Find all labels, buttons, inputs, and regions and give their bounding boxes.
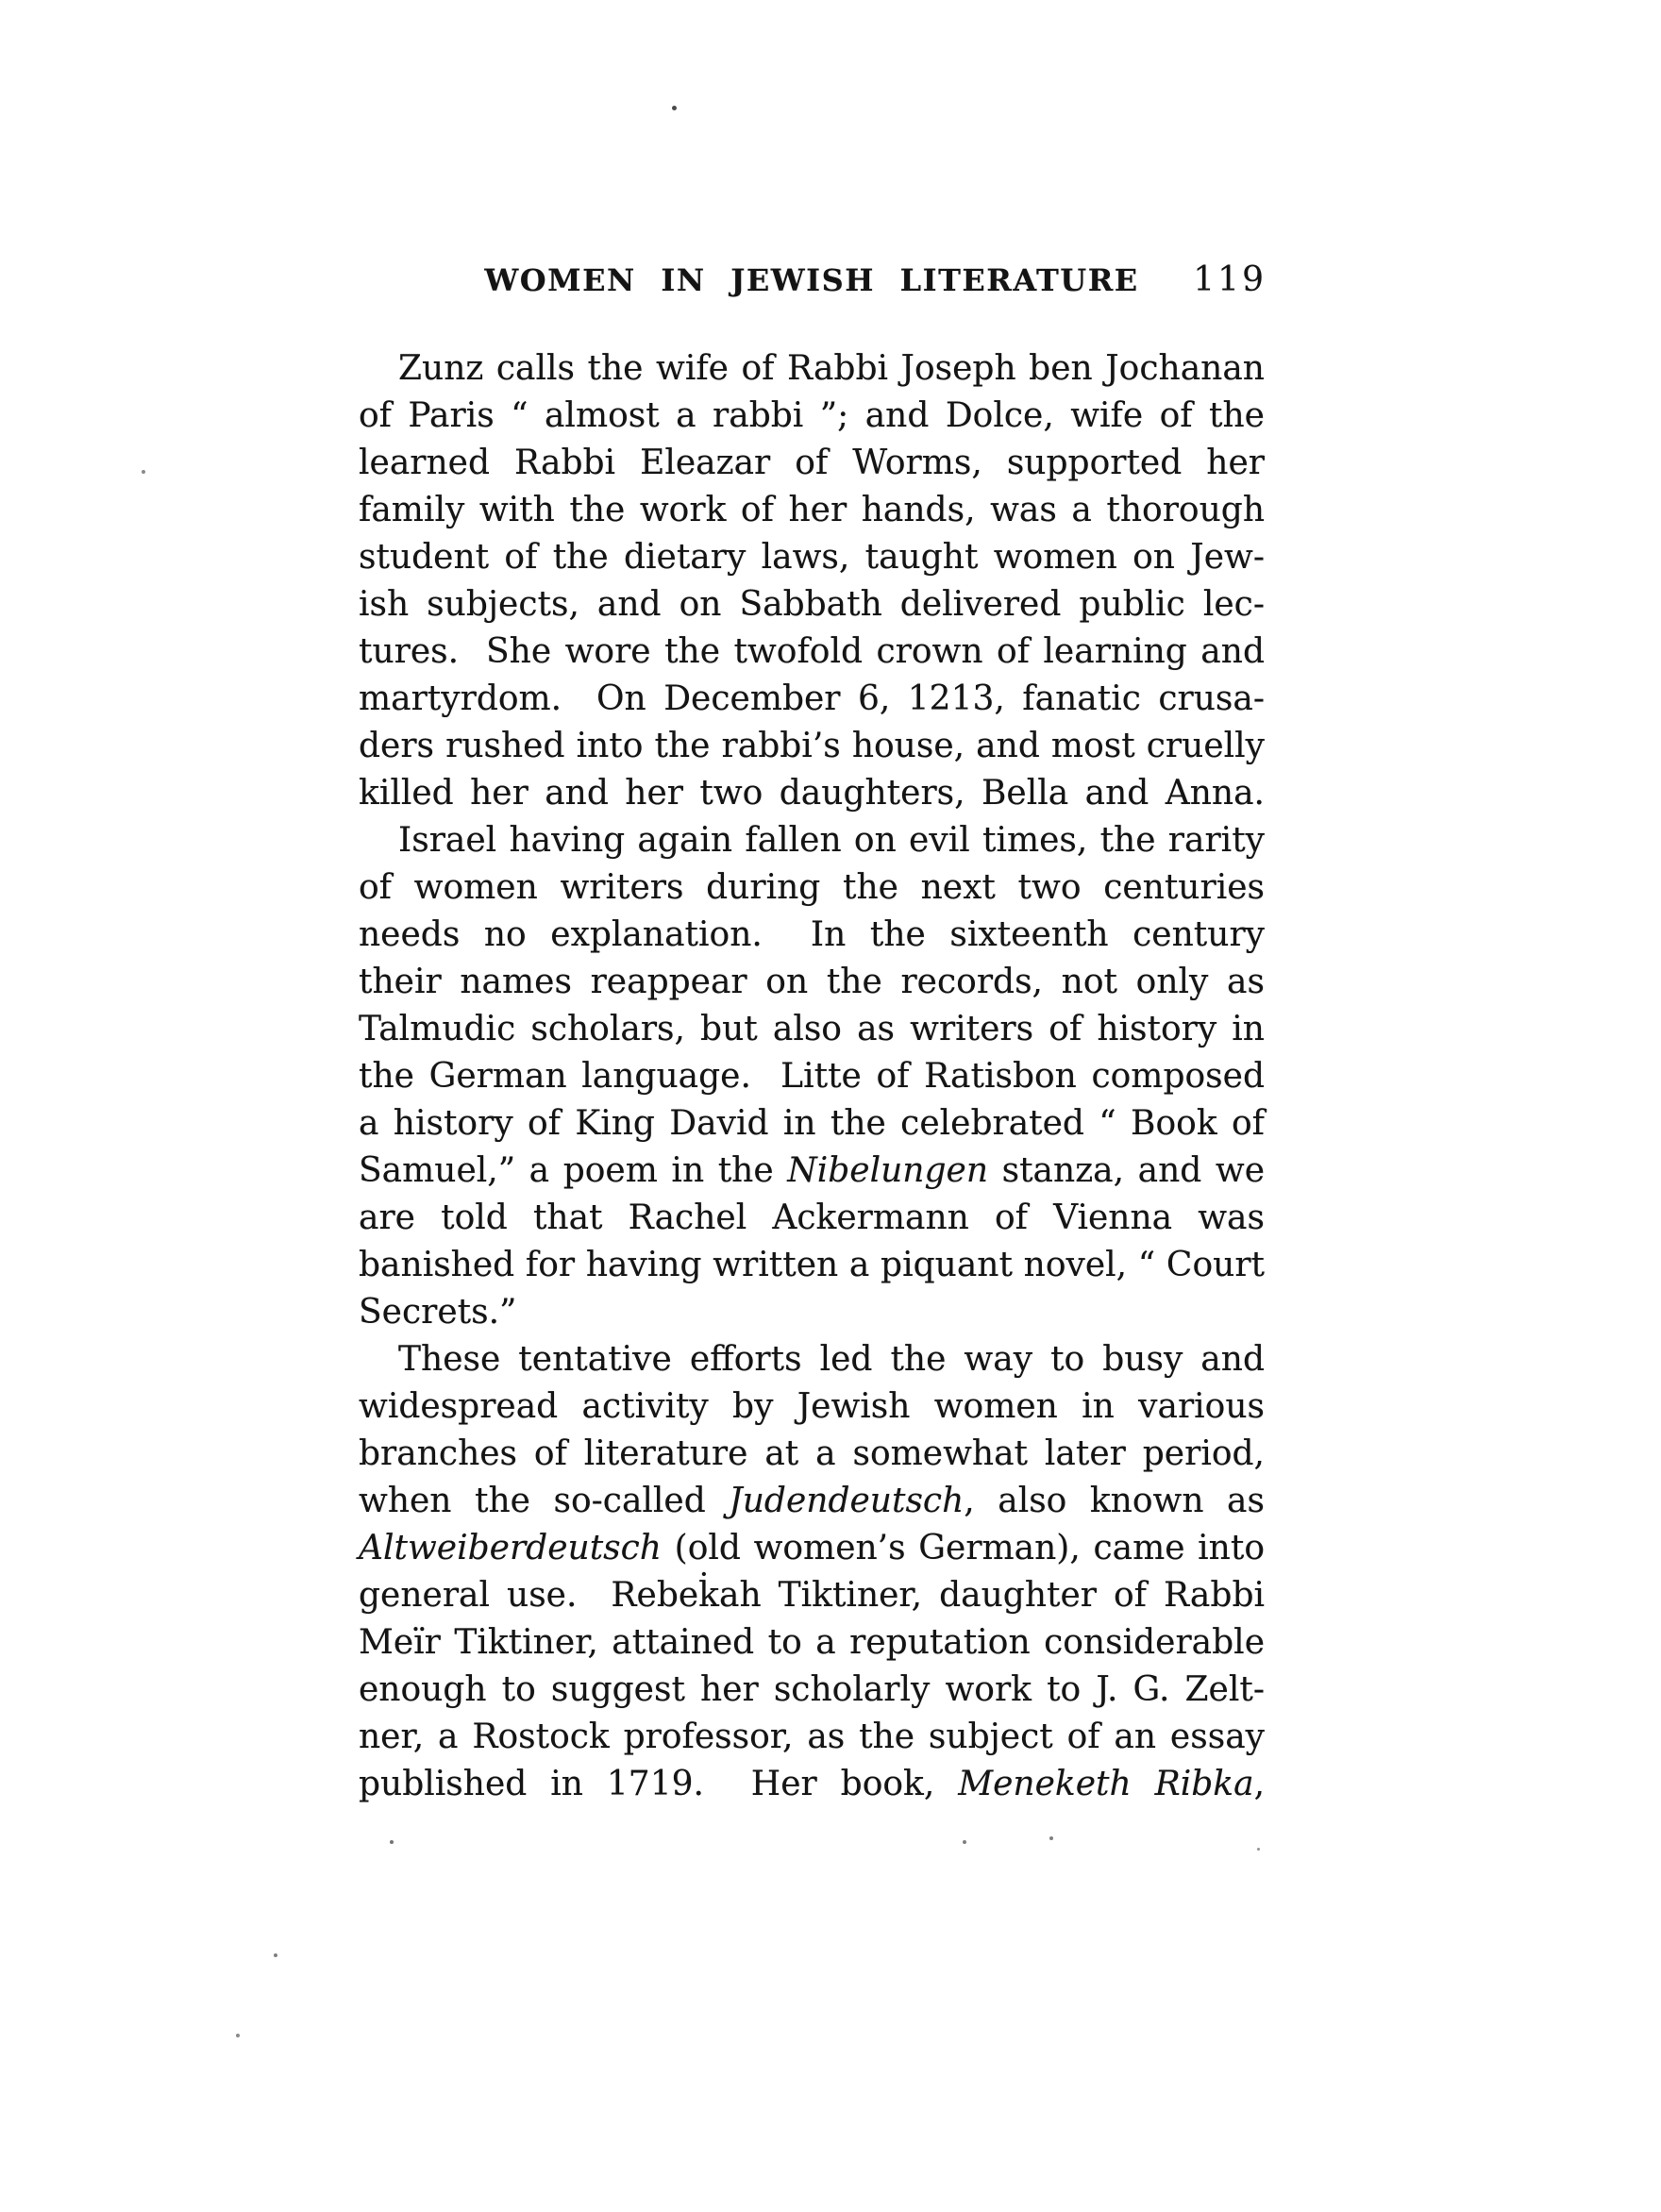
text-line bbox=[359, 723, 1265, 770]
text-run: of women writers during the next two centuries bbox=[359, 868, 1265, 907]
text-run: (old women’s German), came into bbox=[662, 1529, 1265, 1567]
text-line bbox=[359, 1525, 1265, 1572]
text-line bbox=[359, 534, 1265, 581]
text-run: student of the dietary laws, taught women on Jew- bbox=[359, 538, 1265, 577]
running-head-title: WOMEN IN JEWISH LITERATURE bbox=[484, 262, 1139, 298]
scan-speck bbox=[963, 1840, 966, 1844]
text-line bbox=[359, 1053, 1265, 1100]
text-line bbox=[359, 1714, 1265, 1761]
text-line bbox=[359, 1336, 1265, 1383]
text-line bbox=[359, 959, 1265, 1006]
text-run: killed her and her two daughters, Bella and Anna. bbox=[359, 774, 1265, 813]
text-line bbox=[359, 1148, 1265, 1195]
text-run: general use. Rebek̇ah Tiktiner, daughter of Rabbi bbox=[359, 1576, 1265, 1615]
italic-text-run: Judendeutsch bbox=[729, 1482, 965, 1520]
page-number: 119 bbox=[1193, 260, 1267, 299]
italic-text-run: Nibelungen bbox=[787, 1151, 989, 1190]
text-line bbox=[359, 345, 1265, 393]
text-run: when the so-called bbox=[359, 1482, 730, 1520]
text-line bbox=[359, 1242, 1265, 1289]
italic-text-run: Altweiberdeutsch bbox=[359, 1529, 662, 1567]
text-run: Talmudic scholars, but also as writers of history in bbox=[359, 1010, 1265, 1048]
text-run: needs no explanation. In the sixteenth century bbox=[359, 915, 1265, 954]
text-run: family with the work of her hands, was a thorough bbox=[359, 491, 1265, 529]
text-line bbox=[359, 1478, 1265, 1525]
text-line bbox=[359, 912, 1265, 959]
text-run: ner, a Rostock professor, as the subject of an essay bbox=[359, 1718, 1265, 1756]
text-line bbox=[359, 628, 1265, 676]
text-run: Meïr Tiktiner, attained to a reputation considerable bbox=[359, 1623, 1265, 1662]
text-run: Zunz calls the wife of Rabbi Joseph ben Jochanan bbox=[398, 349, 1265, 388]
text-line bbox=[359, 440, 1265, 487]
text-line bbox=[359, 1667, 1265, 1714]
scan-speck bbox=[142, 470, 145, 474]
scan-speck bbox=[236, 2034, 240, 2037]
text-line bbox=[359, 864, 1265, 912]
scan-speck bbox=[390, 1840, 394, 1844]
text-line bbox=[359, 1289, 1265, 1336]
text-run: , bbox=[1253, 1765, 1266, 1803]
text-run: a history of King David in the celebrated “ Book of bbox=[359, 1104, 1265, 1143]
text-line bbox=[359, 581, 1265, 628]
scan-speck bbox=[672, 106, 677, 110]
text-run: These tentative efforts led the way to busy and bbox=[398, 1340, 1265, 1379]
running-header bbox=[359, 262, 1265, 311]
text-run: are told that Rachel Ackermann of Vienna was bbox=[359, 1198, 1265, 1237]
text-line bbox=[359, 487, 1265, 534]
text-run: banished for having written a piquant novel, “ Court bbox=[359, 1246, 1265, 1284]
text-line bbox=[359, 1619, 1265, 1667]
text-run: Secrets.” bbox=[359, 1293, 517, 1332]
text-line bbox=[359, 1383, 1265, 1431]
scan-speck bbox=[274, 1953, 277, 1957]
text-run: the German language. Litte of Ratisbon composed bbox=[359, 1057, 1265, 1096]
italic-text-run: Meneketh Ribka bbox=[958, 1765, 1254, 1803]
text-line bbox=[359, 1431, 1265, 1478]
body-text bbox=[359, 345, 1265, 1808]
text-run: ders rushed into the rabbi’s house, and most cruelly bbox=[359, 727, 1265, 765]
text-line bbox=[359, 1195, 1265, 1242]
text-run: tures. She wore the twofold crown of learning and bbox=[359, 632, 1265, 671]
text-line bbox=[359, 676, 1265, 723]
text-line bbox=[359, 770, 1265, 817]
scan-speck bbox=[1049, 1836, 1053, 1840]
text-line bbox=[359, 817, 1265, 864]
text-run: enough to suggest her scholarly work to J. G. Zelt- bbox=[359, 1670, 1265, 1709]
text-run: Israel having again fallen on evil times, the rarity bbox=[398, 821, 1265, 860]
text-run: widespread activity by Jewish women in various bbox=[359, 1387, 1265, 1426]
text-run: stanza, and we bbox=[988, 1151, 1266, 1190]
text-run: branches of literature at a somewhat later period, bbox=[359, 1434, 1265, 1473]
text-run: of Paris “ almost a rabbi ”; and Dolce, wife of the bbox=[359, 396, 1265, 435]
text-run: Samuel,” a poem in the bbox=[359, 1151, 788, 1190]
text-line bbox=[359, 1100, 1265, 1148]
text-line bbox=[359, 1761, 1265, 1808]
text-run: ish subjects, and on Sabbath delivered public lec- bbox=[359, 585, 1265, 624]
text-run: learned Rabbi Eleazar of Worms, supported her bbox=[359, 444, 1265, 482]
text-line bbox=[359, 1006, 1265, 1053]
text-line bbox=[359, 1572, 1265, 1619]
scan-speck bbox=[1257, 1848, 1260, 1851]
text-line bbox=[359, 393, 1265, 440]
text-run: , also known as bbox=[964, 1482, 1265, 1520]
text-run: martyrdom. On December 6, 1213, fanatic crusa- bbox=[359, 679, 1265, 718]
text-run: their names reappear on the records, not only as bbox=[359, 963, 1265, 1001]
text-run: published in 1719. Her book, bbox=[359, 1765, 959, 1803]
